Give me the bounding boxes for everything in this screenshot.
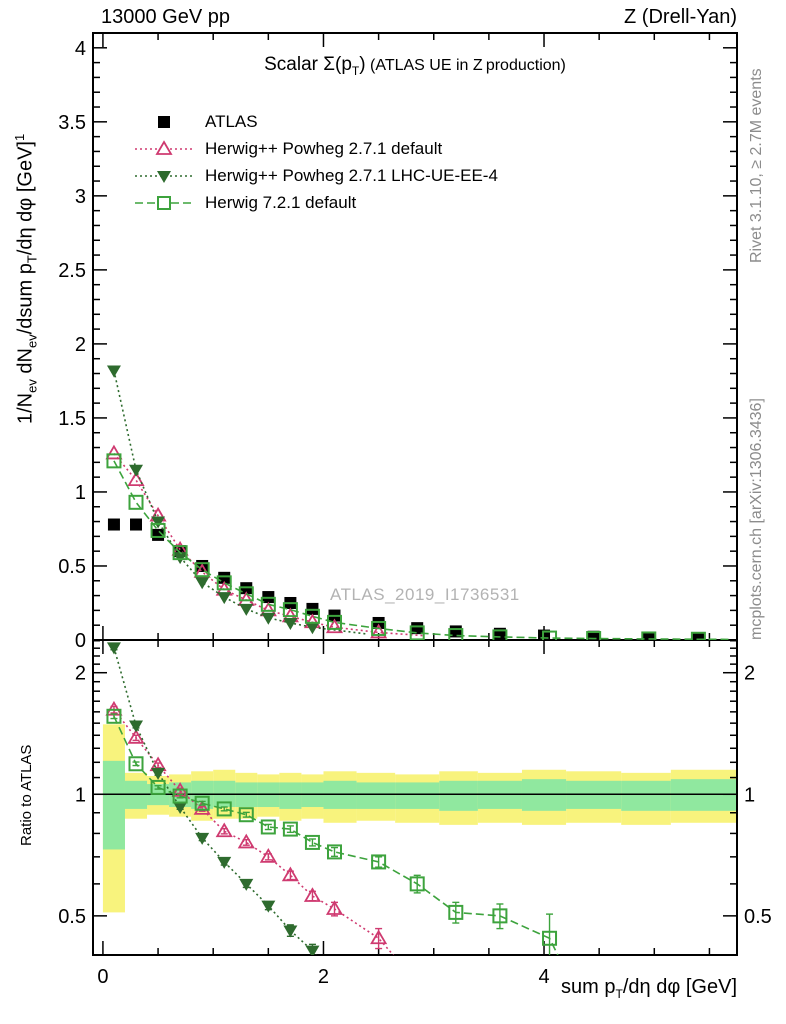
ratio-axis-label: Ratio to ATLAS	[18, 744, 35, 846]
svg-text:0.5: 0.5	[744, 905, 772, 928]
side-note-rivet: Rivet 3.1.10, ≥ 2.7M events	[748, 68, 765, 263]
legend-item-herwigpp-ueee4	[133, 167, 498, 185]
legend-marker-herwigpp-ueee4	[133, 167, 195, 185]
series-ratio-herwig-7-2-1-default	[107, 710, 582, 1006]
svg-text:0: 0	[97, 966, 109, 988]
legend-label: Herwig++ Powheg 2.7.1 default	[205, 139, 443, 158]
legend-item-herwigpp-default	[133, 140, 442, 158]
legend-label: Herwig 7.2.1 default	[205, 193, 357, 212]
y-axis-label: $1/N_{ev}$ $dN_{ev}$/dsum $p_T/d\eta$ dφ [GeV]$^1$	[12, 133, 40, 424]
ratio-uncertainty-bands	[103, 724, 737, 912]
header-process: Z (Drell-Yan)	[624, 6, 737, 28]
x-axis-label: sum $p_T/d\eta$ dφ [GeV]	[561, 976, 737, 1001]
legend-label: ATLAS	[205, 112, 258, 131]
svg-text:1: 1	[74, 481, 86, 504]
series-main-atlas	[108, 519, 704, 645]
legend-label: Herwig++ Powheg 2.7.1 LHC-UE-EE-4	[205, 166, 498, 185]
plot-title: Scalar $\Sigma(p_T)$ (ATLAS UE in Z production)	[264, 54, 566, 78]
series-ratio-herwig-powheg-2-7-1-default	[107, 703, 423, 989]
svg-text:0.5: 0.5	[58, 905, 86, 928]
legend-item-atlas	[133, 113, 258, 131]
watermark-analysis-id: ATLAS_2019_I1736531	[330, 585, 520, 604]
header-beam-energy: 13000 GeV pp	[101, 6, 230, 28]
series-main-herwig-7-2-1-default	[107, 454, 731, 645]
legend-marker-atlas	[133, 113, 195, 131]
series-main-herwig-powheg-2-7-1-default	[107, 446, 423, 637]
legend-marker-herwig7	[133, 194, 195, 212]
svg-text:0.5: 0.5	[58, 555, 86, 578]
side-note-mcplots: mcplots.cern.ch [arXiv:1306.3436]	[748, 398, 765, 640]
svg-text:2: 2	[74, 333, 86, 356]
svg-text:4: 4	[538, 966, 550, 988]
legend-marker-herwigpp-default	[133, 140, 195, 158]
svg-text:3: 3	[74, 185, 86, 208]
series-main-herwig-powheg-2-7-1-lhc-ue-ee-4	[107, 366, 368, 635]
svg-text:4: 4	[74, 37, 86, 60]
svg-text:2: 2	[317, 966, 330, 988]
svg-text:3.5: 3.5	[58, 111, 86, 134]
legend-item-herwig7	[133, 194, 356, 212]
svg-text:1: 1	[744, 784, 756, 807]
svg-text:0: 0	[74, 630, 86, 652]
svg-text:2: 2	[74, 662, 86, 685]
svg-text:2: 2	[744, 662, 756, 685]
svg-text:1.5: 1.5	[58, 407, 86, 430]
svg-text:2.5: 2.5	[58, 259, 86, 282]
svg-text:1: 1	[74, 784, 86, 807]
